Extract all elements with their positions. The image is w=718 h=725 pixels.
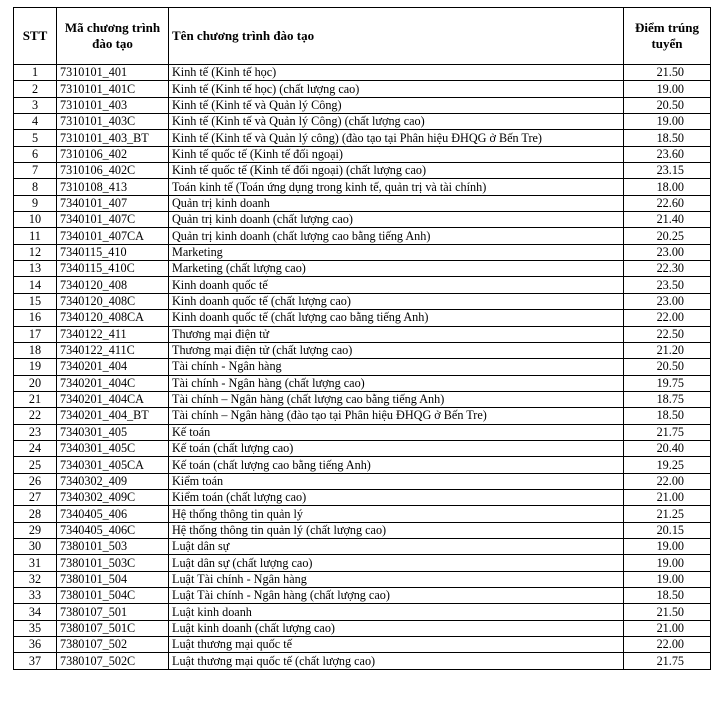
- cell-stt: 36: [14, 637, 57, 653]
- cell-program-code: 7340302_409C: [57, 489, 169, 505]
- cell-program-code: 7380107_502: [57, 637, 169, 653]
- cell-program-code: 7310108_413: [57, 179, 169, 195]
- cell-admission-score: 21.20: [624, 342, 711, 358]
- cell-program-code: 7310106_402: [57, 146, 169, 162]
- cell-program-name: Kinh tế (Kinh tế và Quản lý Công) (chất lượng cao): [169, 114, 624, 130]
- cell-program-code: 7310101_403C: [57, 114, 169, 130]
- cell-program-code: 7310101_401C: [57, 81, 169, 97]
- cell-admission-score: 20.15: [624, 522, 711, 538]
- cell-program-name: Quản trị kinh doanh (chất lượng cao): [169, 212, 624, 228]
- cell-program-code: 7310101_403: [57, 97, 169, 113]
- cell-stt: 31: [14, 555, 57, 571]
- cell-admission-score: 23.00: [624, 244, 711, 260]
- table-row: [14, 130, 711, 146]
- cell-program-name: Tài chính - Ngân hàng: [169, 359, 624, 375]
- table-row: [14, 244, 711, 260]
- cell-admission-score: 21.75: [624, 424, 711, 440]
- cell-stt: 5: [14, 130, 57, 146]
- cell-admission-score: 19.00: [624, 571, 711, 587]
- cell-program-code: 7310101_401: [57, 65, 169, 81]
- table-row: [14, 114, 711, 130]
- table-row: [14, 538, 711, 554]
- cell-stt: 19: [14, 359, 57, 375]
- cell-program-name: Kinh tế (Kinh tế và Quản lý công) (đào tạo tại Phân hiệu ĐHQG ở Bến Tre): [169, 130, 624, 146]
- cell-stt: 3: [14, 97, 57, 113]
- cell-program-name: Kinh tế (Kinh tế và Quản lý Công): [169, 97, 624, 113]
- cell-program-name: Kinh tế (Kinh tế học) (chất lượng cao): [169, 81, 624, 97]
- table-row: [14, 212, 711, 228]
- cell-program-name: Kế toán (chất lượng cao bằng tiếng Anh): [169, 457, 624, 473]
- header-program-code: Mã chương trình đào tạo: [57, 8, 169, 65]
- cell-stt: 8: [14, 179, 57, 195]
- cell-admission-score: 22.50: [624, 326, 711, 342]
- cell-program-name: Tài chính - Ngân hàng (chất lượng cao): [169, 375, 624, 391]
- cell-stt: 30: [14, 538, 57, 554]
- cell-program-code: 7380107_501: [57, 604, 169, 620]
- table-row: [14, 228, 711, 244]
- cell-admission-score: 20.25: [624, 228, 711, 244]
- cell-admission-score: 18.00: [624, 179, 711, 195]
- cell-admission-score: 22.00: [624, 310, 711, 326]
- table-row: [14, 391, 711, 407]
- cell-program-name: Kiểm toán: [169, 473, 624, 489]
- cell-program-name: Toán kinh tế (Toán ứng dụng trong kinh tế, quản trị và tài chính): [169, 179, 624, 195]
- cell-admission-score: 21.40: [624, 212, 711, 228]
- cell-stt: 13: [14, 261, 57, 277]
- cell-admission-score: 22.00: [624, 637, 711, 653]
- cell-admission-score: 20.50: [624, 359, 711, 375]
- table-row: [14, 293, 711, 309]
- cell-program-name: Kinh tế (Kinh tế học): [169, 65, 624, 81]
- cell-program-code: 7340120_408: [57, 277, 169, 293]
- table-row: [14, 326, 711, 342]
- cell-program-name: Kinh tế quốc tế (Kinh tế đối ngoại) (chất lượng cao): [169, 163, 624, 179]
- cell-admission-score: 20.50: [624, 97, 711, 113]
- cell-program-code: 7340201_404_BT: [57, 408, 169, 424]
- header-stt: STT: [14, 8, 57, 65]
- table-row: [14, 408, 711, 424]
- cell-stt: 23: [14, 424, 57, 440]
- cell-admission-score: 19.00: [624, 538, 711, 554]
- cell-admission-score: 19.00: [624, 114, 711, 130]
- table-row: [14, 653, 711, 669]
- cell-admission-score: 18.50: [624, 408, 711, 424]
- cell-program-code: 7380101_504C: [57, 588, 169, 604]
- cell-admission-score: 21.25: [624, 506, 711, 522]
- table-row: [14, 522, 711, 538]
- cell-program-name: Luật dân sự (chất lượng cao): [169, 555, 624, 571]
- cell-program-code: 7340101_407CA: [57, 228, 169, 244]
- cell-stt: 7: [14, 163, 57, 179]
- cell-stt: 2: [14, 81, 57, 97]
- cell-program-name: Kinh doanh quốc tế (chất lượng cao): [169, 293, 624, 309]
- cell-program-name: Thương mại điện tử: [169, 326, 624, 342]
- cell-program-name: Luật dân sự: [169, 538, 624, 554]
- cell-program-name: Luật thương mại quốc tế: [169, 637, 624, 653]
- table-row: [14, 440, 711, 456]
- cell-program-code: 7340101_407: [57, 195, 169, 211]
- table-header: [14, 8, 711, 65]
- cell-program-code: 7340201_404: [57, 359, 169, 375]
- table-row: [14, 179, 711, 195]
- cell-program-code: 7380101_503C: [57, 555, 169, 571]
- cell-program-name: Kiểm toán (chất lượng cao): [169, 489, 624, 505]
- table-row: [14, 489, 711, 505]
- cell-program-name: Kinh doanh quốc tế (chất lượng cao bằng tiếng Anh): [169, 310, 624, 326]
- header-admission-score: Điểm trúng tuyển: [624, 8, 711, 65]
- table-row: [14, 588, 711, 604]
- table-row: [14, 195, 711, 211]
- table-row: [14, 620, 711, 636]
- cell-program-name: Luật Tài chính - Ngân hàng (chất lượng cao): [169, 588, 624, 604]
- table-row: [14, 163, 711, 179]
- table-row: [14, 146, 711, 162]
- cell-program-name: Kinh doanh quốc tế: [169, 277, 624, 293]
- table-row: [14, 359, 711, 375]
- cell-admission-score: 23.00: [624, 293, 711, 309]
- cell-stt: 15: [14, 293, 57, 309]
- cell-program-code: 7380101_503: [57, 538, 169, 554]
- cell-program-code: 7340405_406: [57, 506, 169, 522]
- cell-program-code: 7310106_402C: [57, 163, 169, 179]
- cell-admission-score: 21.00: [624, 620, 711, 636]
- cell-program-name: Thương mại điện tử (chất lượng cao): [169, 342, 624, 358]
- cell-stt: 16: [14, 310, 57, 326]
- cell-program-code: 7340301_405CA: [57, 457, 169, 473]
- cell-stt: 28: [14, 506, 57, 522]
- cell-program-name: Kinh tế quốc tế (Kinh tế đối ngoại): [169, 146, 624, 162]
- cell-stt: 12: [14, 244, 57, 260]
- cell-program-code: 7340115_410C: [57, 261, 169, 277]
- table-row: [14, 637, 711, 653]
- cell-admission-score: 21.75: [624, 653, 711, 669]
- cell-program-name: Marketing: [169, 244, 624, 260]
- table-row: [14, 555, 711, 571]
- cell-program-name: Kế toán: [169, 424, 624, 440]
- cell-program-code: 7340122_411: [57, 326, 169, 342]
- cell-program-code: 7340302_409: [57, 473, 169, 489]
- table-row: [14, 424, 711, 440]
- cell-program-name: Luật kinh doanh: [169, 604, 624, 620]
- cell-admission-score: 19.00: [624, 555, 711, 571]
- cell-admission-score: 22.60: [624, 195, 711, 211]
- cell-admission-score: 18.50: [624, 130, 711, 146]
- cell-stt: 10: [14, 212, 57, 228]
- cell-program-name: Marketing (chất lượng cao): [169, 261, 624, 277]
- table-row: [14, 97, 711, 113]
- cell-program-code: 7380107_501C: [57, 620, 169, 636]
- table-body: [14, 65, 711, 670]
- table-row: [14, 261, 711, 277]
- table-row: [14, 375, 711, 391]
- cell-stt: 35: [14, 620, 57, 636]
- cell-program-code: 7340405_406C: [57, 522, 169, 538]
- cell-admission-score: 19.75: [624, 375, 711, 391]
- cell-program-code: 7340115_410: [57, 244, 169, 260]
- cell-admission-score: 23.60: [624, 146, 711, 162]
- cell-program-name: Quản trị kinh doanh (chất lượng cao bằng tiếng Anh): [169, 228, 624, 244]
- cell-program-name: Hệ thống thông tin quản lý (chất lượng cao): [169, 522, 624, 538]
- cell-admission-score: 19.00: [624, 81, 711, 97]
- cell-stt: 29: [14, 522, 57, 538]
- cell-program-name: Tài chính – Ngân hàng (đào tạo tại Phân hiệu ĐHQG ở Bến Tre): [169, 408, 624, 424]
- cell-admission-score: 18.75: [624, 391, 711, 407]
- cell-stt: 18: [14, 342, 57, 358]
- cell-program-name: Kế toán (chất lượng cao): [169, 440, 624, 456]
- cell-program-code: 7340201_404CA: [57, 391, 169, 407]
- table-row: [14, 81, 711, 97]
- cell-program-name: Tài chính – Ngân hàng (chất lượng cao bằng tiếng Anh): [169, 391, 624, 407]
- cell-stt: 6: [14, 146, 57, 162]
- cell-admission-score: 21.00: [624, 489, 711, 505]
- cell-stt: 37: [14, 653, 57, 669]
- cell-admission-score: 18.50: [624, 588, 711, 604]
- cell-program-code: 7340201_404C: [57, 375, 169, 391]
- cell-program-name: Hệ thống thông tin quản lý: [169, 506, 624, 522]
- cell-program-name: Luật kinh doanh (chất lượng cao): [169, 620, 624, 636]
- cell-stt: 33: [14, 588, 57, 604]
- cell-stt: 9: [14, 195, 57, 211]
- cell-program-code: 7380107_502C: [57, 653, 169, 669]
- cell-program-code: 7340122_411C: [57, 342, 169, 358]
- header-program-name: Tên chương trình đào tạo: [169, 8, 624, 65]
- cell-program-code: 7340101_407C: [57, 212, 169, 228]
- cell-stt: 14: [14, 277, 57, 293]
- table-row: [14, 310, 711, 326]
- table-row: [14, 506, 711, 522]
- cell-stt: 11: [14, 228, 57, 244]
- cell-admission-score: 22.30: [624, 261, 711, 277]
- table-row: [14, 65, 711, 81]
- cell-program-code: 7380101_504: [57, 571, 169, 587]
- cell-stt: 1: [14, 65, 57, 81]
- table-row: [14, 571, 711, 587]
- cell-stt: 26: [14, 473, 57, 489]
- cell-admission-score: 21.50: [624, 65, 711, 81]
- cell-program-code: 7340301_405C: [57, 440, 169, 456]
- table-row: [14, 457, 711, 473]
- cell-program-code: 7310101_403_BT: [57, 130, 169, 146]
- cell-program-code: 7340120_408C: [57, 293, 169, 309]
- cell-admission-score: 22.00: [624, 473, 711, 489]
- cell-admission-score: 23.50: [624, 277, 711, 293]
- cell-stt: 20: [14, 375, 57, 391]
- cell-stt: 21: [14, 391, 57, 407]
- cell-stt: 25: [14, 457, 57, 473]
- table-row: [14, 342, 711, 358]
- cell-admission-score: 20.40: [624, 440, 711, 456]
- admission-scores-table: [13, 7, 711, 670]
- cell-program-name: Luật thương mại quốc tế (chất lượng cao): [169, 653, 624, 669]
- cell-admission-score: 19.25: [624, 457, 711, 473]
- cell-stt: 24: [14, 440, 57, 456]
- cell-program-name: Quản trị kinh doanh: [169, 195, 624, 211]
- cell-admission-score: 23.15: [624, 163, 711, 179]
- cell-stt: 4: [14, 114, 57, 130]
- cell-stt: 27: [14, 489, 57, 505]
- cell-program-name: Luật Tài chính - Ngân hàng: [169, 571, 624, 587]
- cell-stt: 17: [14, 326, 57, 342]
- table-row: [14, 473, 711, 489]
- cell-stt: 34: [14, 604, 57, 620]
- cell-program-code: 7340301_405: [57, 424, 169, 440]
- cell-program-code: 7340120_408CA: [57, 310, 169, 326]
- cell-admission-score: 21.50: [624, 604, 711, 620]
- table-row: [14, 277, 711, 293]
- cell-stt: 22: [14, 408, 57, 424]
- cell-stt: 32: [14, 571, 57, 587]
- header-row: [14, 8, 711, 65]
- table-row: [14, 604, 711, 620]
